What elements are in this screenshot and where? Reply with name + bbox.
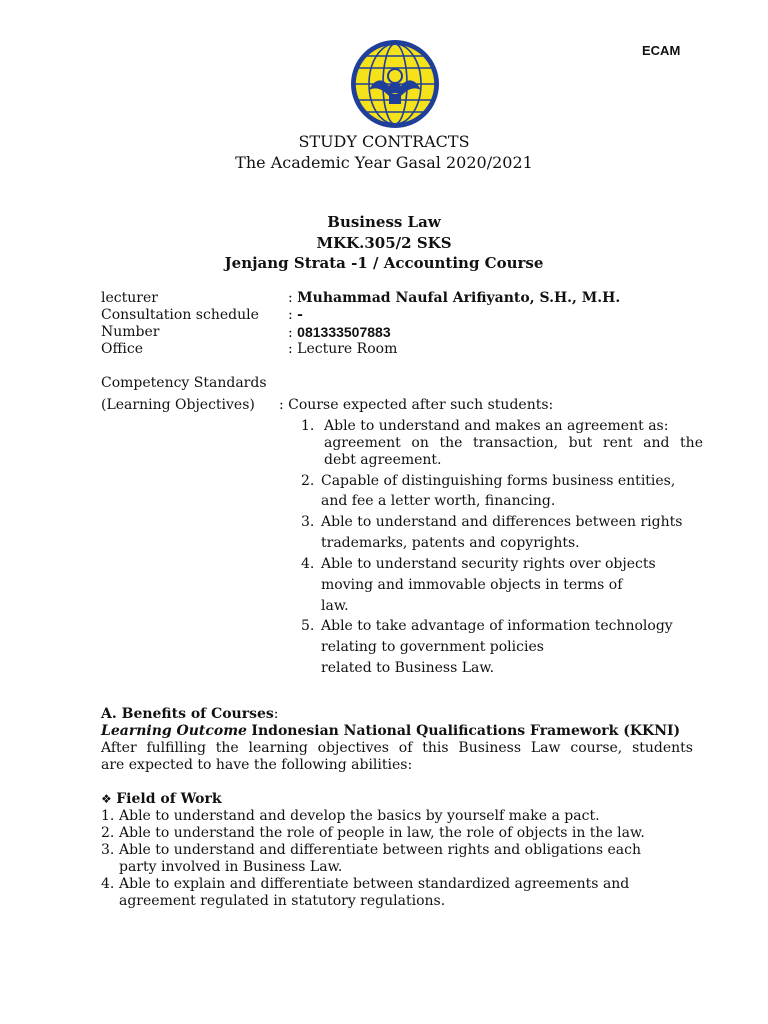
info-sep: : bbox=[288, 325, 293, 341]
benefits-paragraph-line: are expected to have the following abilities: bbox=[101, 757, 413, 773]
competency-intro: : Course expected after such students: bbox=[279, 397, 554, 413]
benefits-paragraph-line: After fulfilling the learning objectives of this Business Law course, students bbox=[101, 740, 693, 756]
work-item-line: Able to understand the role of people in law, the role of objects in the law. bbox=[119, 825, 645, 841]
objective-number: 2. bbox=[301, 473, 315, 489]
objective-line: trademarks, patents and copyrights. bbox=[321, 535, 580, 551]
work-item-line: agreement regulated in statutory regulations. bbox=[119, 893, 446, 909]
kkni-label: Indonesian National Qualifications Framework (KKNI) bbox=[251, 723, 681, 739]
work-item-line: party involved in Business Law. bbox=[119, 859, 343, 875]
objective-line: debt agreement. bbox=[324, 452, 442, 468]
competency-heading: Competency Standards bbox=[101, 375, 267, 391]
info-sep: : bbox=[288, 341, 293, 357]
benefits-heading-colon: : bbox=[273, 706, 279, 722]
objective-line: Able to understand and makes an agreement as: bbox=[324, 418, 669, 434]
objective-line: moving and immovable objects in terms of bbox=[321, 577, 623, 593]
objective-number: 5. bbox=[301, 618, 315, 634]
info-label: lecturer bbox=[101, 290, 158, 306]
objective-number: 1. bbox=[301, 418, 315, 434]
objective-line: related to Business Law. bbox=[321, 660, 495, 676]
document-code: ECAM bbox=[642, 43, 681, 58]
objective-line: relating to government policies bbox=[321, 639, 544, 655]
info-value: - bbox=[297, 307, 303, 323]
field-of-work-title: Field of Work bbox=[116, 791, 222, 807]
diamond-bullet-icon: ❖ bbox=[101, 792, 112, 806]
objective-number: 3. bbox=[301, 514, 315, 530]
objective-line: Capable of distinguishing forms business entities, bbox=[321, 473, 676, 489]
university-logo bbox=[349, 38, 441, 130]
work-item-number: 2. bbox=[101, 825, 115, 841]
work-item-number: 1. bbox=[101, 808, 115, 824]
course-name: Business Law bbox=[327, 213, 441, 231]
info-value: Lecture Room bbox=[297, 341, 398, 357]
competency-label: (Learning Objectives) bbox=[101, 397, 255, 413]
work-item-number: 3. bbox=[101, 842, 115, 858]
work-item-number: 4. bbox=[101, 876, 115, 892]
info-value: Muhammad Naufal Arifiyanto, S.H., M.H. bbox=[297, 290, 621, 306]
course-code: MKK.305/2 SKS bbox=[316, 234, 452, 252]
info-sep: : bbox=[288, 290, 293, 306]
info-label: Office bbox=[101, 341, 144, 357]
document-subtitle: The Academic Year Gasal 2020/2021 bbox=[235, 153, 533, 172]
work-item-line: Able to understand and differentiate between rights and obligations each bbox=[119, 842, 642, 858]
objective-number: 4. bbox=[301, 556, 315, 572]
learning-outcome-label: Learning Outcome bbox=[101, 723, 247, 739]
course-level: Jenjang Strata -1 / Accounting Course bbox=[224, 254, 544, 272]
document-title: STUDY CONTRACTS bbox=[298, 132, 470, 151]
field-of-work-heading bbox=[101, 791, 222, 808]
info-label: Number bbox=[101, 324, 160, 340]
objective-line: Able to understand security rights over objects bbox=[321, 556, 656, 572]
objective-line: Able to understand and differences between rights bbox=[321, 514, 683, 530]
learning-outcome-line bbox=[101, 723, 680, 740]
objective-line: agreement on the transaction, but rent and the bbox=[324, 435, 703, 451]
benefits-heading-text: A. Benefits of Courses bbox=[101, 706, 274, 722]
objective-line: law. bbox=[321, 598, 349, 614]
benefits-heading bbox=[101, 706, 279, 723]
info-value: 081333507883 bbox=[297, 324, 391, 340]
work-item-line: Able to understand and develop the basics by yourself make a pact. bbox=[119, 808, 600, 824]
work-item-line: Able to explain and differentiate between standardized agreements and bbox=[119, 876, 630, 892]
info-label: Consultation schedule bbox=[101, 307, 259, 323]
objective-line: Able to take advantage of information technology bbox=[321, 618, 673, 634]
objective-line: and fee a letter worth, financing. bbox=[321, 493, 556, 509]
info-sep: : bbox=[288, 307, 293, 323]
